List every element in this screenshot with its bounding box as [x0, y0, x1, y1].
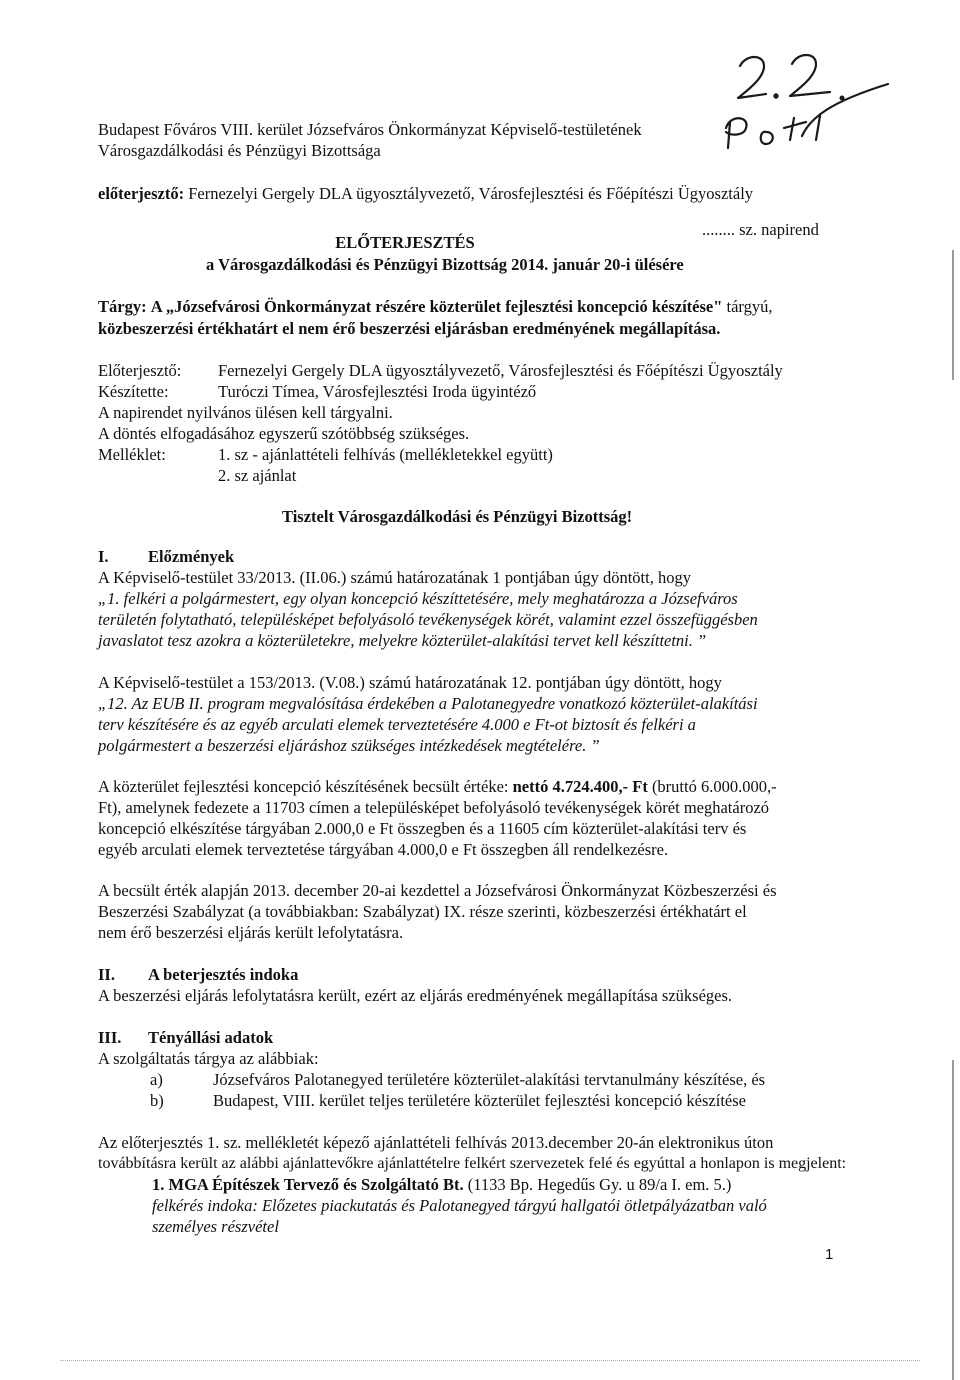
section-3-intro: A szolgáltatás tárgya az alábbiak: — [98, 1049, 319, 1068]
meta-presenter-value: Fernezelyi Gergely DLA ügyosztályvezető, Városfejlesztési és Főépítészi Ügyosztály — [218, 361, 783, 380]
salutation: Tisztelt Városgazdálkodási és Pénzügyi Bizottság! — [282, 507, 633, 526]
meta-public-note: A napirendet nyilvános ülésen kell tárgyalni. — [98, 403, 393, 422]
header-line-2: Városgazdálkodási és Pénzügyi Bizottsága — [98, 141, 381, 160]
meta-majority-note: A döntés elfogadásához egyszerű szótöbbség szükséges. — [98, 424, 470, 443]
section-1-p4-line-3: nem érő beszerzési eljárás került lefolytatásra. — [98, 923, 404, 942]
section-2-number: II. — [98, 965, 115, 984]
list-item — [98, 1069, 765, 1090]
meta-presenter-label: Előterjesztő: — [98, 361, 182, 380]
document-title — [0, 232, 960, 253]
section-1-number: I. — [98, 547, 109, 566]
section-1-p4-line-2: Beszerzési Szabályzat (a továbbiakban: Szabályzat) IX. része szerinti, közbeszerzési értékhatárt el — [98, 902, 747, 921]
scan-edge-mark — [952, 1060, 954, 1380]
handwritten-note — [720, 44, 900, 164]
meta-attachment-label: Melléklet: — [98, 445, 166, 464]
section-1-p3-line-2: Ft), amelynek fedezete a 11703 címen a településképet befolyásoló tevékenységek körét meghatározó — [98, 798, 770, 817]
section-1-p3-line-3: koncepció elkészítése tárgyában 2.000,0 e Ft összegben és a 11605 cím közterület-alakítási terv és — [98, 819, 747, 838]
section-1-p1-intro: A Képviselő-testület 33/2013. (II.06.) számú határozatának 1 pontjában úgy döntött, hogy — [98, 568, 691, 587]
list-item — [98, 1090, 746, 1111]
subject-tail: tárgyú, — [726, 297, 773, 316]
document-subtitle: a Városgazdálkodási és Pénzügyi Bizottság 2014. január 20-i ülésére — [206, 255, 684, 274]
meta-attachment-1-text: 1. sz - ajánlattételi felhívás (mellékletekkel együtt) — [218, 445, 553, 464]
section-2-heading — [98, 964, 298, 985]
section-3-heading — [98, 1027, 273, 1048]
invited-firm-name: 1. MGA Építészek Tervező és Szolgáltató Bt. — [152, 1175, 464, 1194]
section-1-p2-quote-1: „12. Az EUB II. program megvalósítása érdekében a Palotanegyedre vonatkozó közterület-alakítási — [98, 694, 758, 713]
section-1-heading — [98, 546, 234, 567]
agenda-reference: ........ sz. napirend — [702, 220, 819, 239]
handwritten-note-drawing — [720, 44, 900, 164]
presenter-line-text: Fernezelyi Gergely DLA ügyosztályvezető, Városfejlesztési és Főépítészi Ügyosztály — [188, 184, 754, 203]
list-item-marker: a) — [150, 1070, 163, 1089]
section-1-p2-quote-2: terv készítésére és az egyéb arculati elemek terveztetésére 4.000 e Ft-ot biztosít és felkéri a — [98, 715, 696, 734]
subject-label: Tárgy: — [98, 297, 147, 316]
subject-title: A „Józsefvárosi Önkormányzat részére közterület fejlesztési koncepció készítése" — [150, 297, 723, 316]
meta-attachment-1 — [98, 444, 553, 465]
meta-attachment-2: 2. sz ajánlat — [218, 466, 297, 485]
invitation-reason-line-2: személyes részvétel — [152, 1217, 279, 1236]
section-1-p3-gross-value: (bruttó 6.000.000,- — [651, 777, 777, 796]
document-title-text: ELŐTERJESZTÉS — [335, 233, 475, 252]
section-2-title: A beterjesztés indoka — [148, 965, 299, 984]
section-3-p-line-2: továbbításra került az alábbi ajánlattevőkre ajánlattételre felkért szervezetek felé és egyúttal a honlapon is megjelent: — [98, 1155, 847, 1172]
section-1-p2-quote-3: polgármestert a beszerzési eljáráshoz szükséges intézkedések megtételére. ” — [98, 736, 600, 755]
section-1-p3-line-4: egyéb arculati elemek terveztetése tárgyában 4.000,0 e Ft összegben áll rendelkezésre. — [98, 840, 669, 859]
invited-firm — [152, 1174, 731, 1195]
meta-presenter — [98, 360, 783, 381]
section-1-p3-text-a: A közterület fejlesztési koncepció készítésének becsült értéke: — [98, 777, 509, 796]
section-1-p1-quote-2: területén folytatható, településképet befolyásoló tevékenységek körét, valamint ezzel összefüggésben — [98, 610, 758, 629]
section-3-number: III. — [98, 1028, 122, 1047]
section-1-p2-intro: A Képviselő-testület a 153/2013. (V.08.) számú határozatának 12. pontjában úgy döntött, hogy — [98, 673, 722, 692]
meta-prepared-label: Készítette: — [98, 382, 169, 401]
section-1-p1-quote-3: javaslatot tesz azokra a közterületekre, melyekre közterület-alakítási tervet kell készíttetni. ” — [98, 631, 707, 650]
section-1-p1-quote-1: „1. felkéri a polgármestert, egy olyan koncepció készíttetésére, mely meghatározza a Józsefváros — [98, 589, 738, 608]
section-3-p-line-1: Az előterjesztés 1. sz. mellékletét képező ajánlattételi felhívás 2013.december 20-án elektronikus úton — [98, 1133, 774, 1152]
page-number: 1 — [825, 1246, 834, 1263]
section-1-p3-net-value: nettó 4.724.400,- Ft — [512, 777, 648, 796]
section-1-title: Előzmények — [148, 547, 235, 566]
subject-line-1 — [98, 296, 773, 317]
scan-edge-mark — [952, 250, 954, 380]
scan-dots-row — [60, 1360, 920, 1365]
invited-firm-address: (1133 Bp. Hegedűs Gy. u 89/a I. em. 5.) — [467, 1175, 732, 1194]
meta-prepared — [98, 381, 536, 402]
list-item-marker: b) — [150, 1091, 164, 1110]
section-3-title: Tényállási adatok — [148, 1028, 274, 1047]
presenter-line — [98, 183, 753, 204]
section-2-text: A beszerzési eljárás lefolytatásra került, ezért az eljárás eredményének megállapítása szükséges. — [98, 986, 733, 1005]
header-line-1: Budapest Főváros VIII. kerület Józsefváros Önkormányzat Képviselő-testületének — [98, 120, 642, 139]
section-1-p3-line-1 — [98, 776, 777, 797]
list-item-text: Józsefváros Palotanegyed területére közterület-alakítási tervtanulmány készítése, és — [213, 1070, 766, 1089]
list-item-text: Budapest, VIII. kerület teljes területére közterület fejlesztési koncepció készítése — [213, 1091, 746, 1110]
meta-prepared-value: Turóczi Tímea, Városfejlesztési Iroda ügyintéző — [218, 382, 537, 401]
section-1-p4-line-1: A becsült érték alapján 2013. december 20-ai kezdettel a Józsefvárosi Önkormányzat Közbeszerzési és — [98, 881, 777, 900]
subject-line-2: közbeszerzési értékhatárt el nem érő beszerzési eljárásban eredményének megállapítása. — [98, 319, 721, 338]
invitation-reason-line-1: felkérés indoka: Előzetes piackutatás és Palotanegyed tárgyú hallgatói ötletpályázatban való — [152, 1196, 767, 1215]
presenter-line-label: előterjesztő: — [98, 184, 185, 203]
